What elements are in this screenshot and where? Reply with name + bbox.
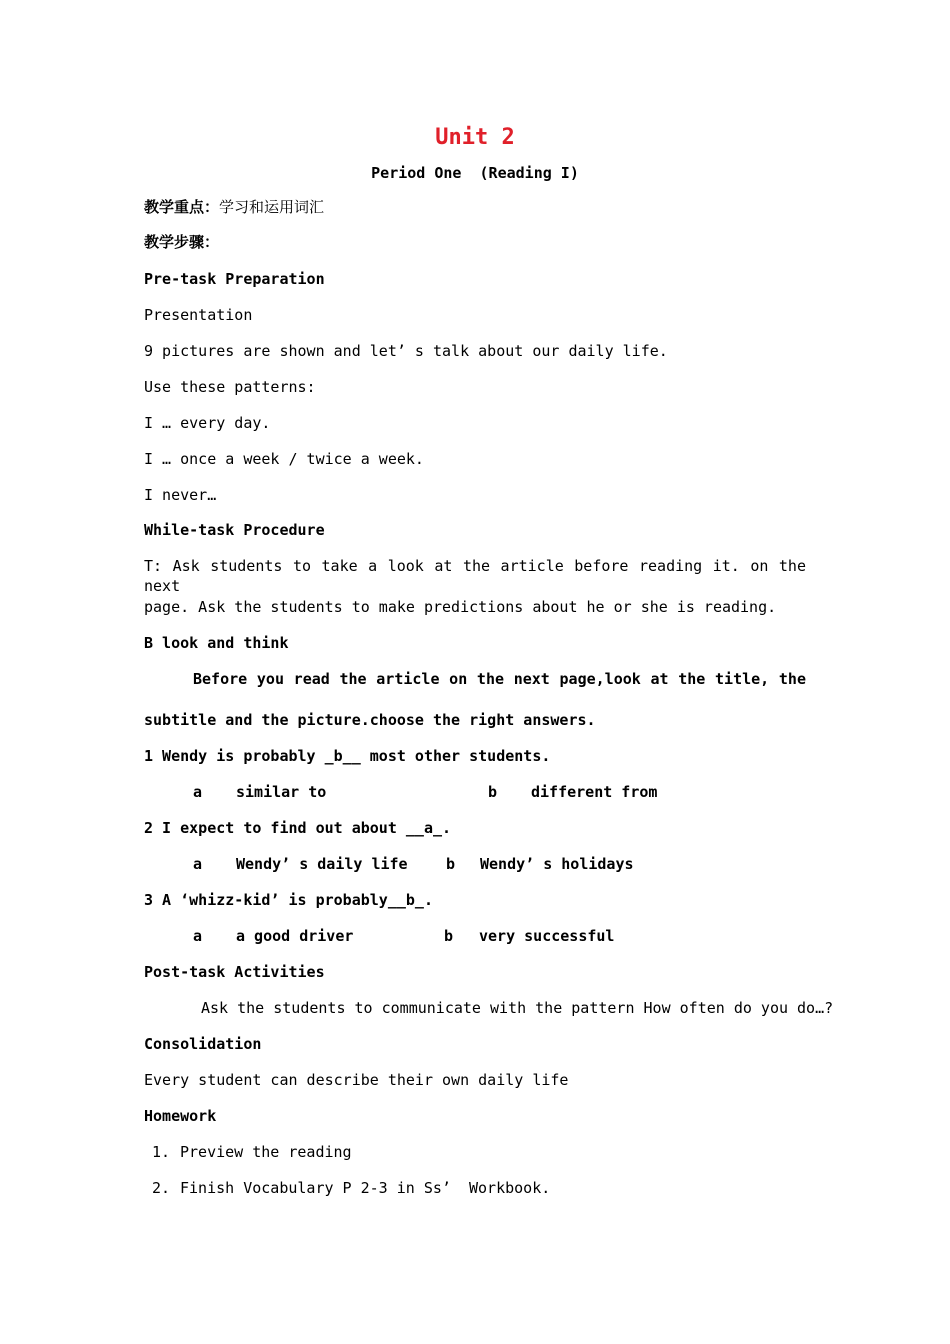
q1-option-b: different from	[531, 783, 658, 801]
page-title: Unit 2	[435, 125, 515, 150]
homework-item-2: Finish Vocabulary P 2-3 in Ss’ Workbook.	[180, 1179, 551, 1197]
presentation-label: Presentation	[144, 306, 253, 324]
q1-option-a: similar to	[236, 783, 327, 801]
q3-option-b-letter: b	[444, 927, 454, 945]
b-line-1: Before you read the article on the next page,look at the title, the	[193, 670, 806, 688]
while-task-heading: While-task Procedure	[144, 521, 325, 539]
q2-option-b-letter: b	[446, 855, 456, 873]
homework-item-1-number: 1.	[152, 1143, 171, 1161]
teaching-steps-label: 教学步骤：	[144, 233, 220, 251]
consolidation-heading: Consolidation	[144, 1035, 262, 1053]
q2-option-a: Wendy’ s daily life	[236, 855, 408, 873]
b-heading: B look and think	[144, 634, 289, 652]
q3-option-b: very successful	[479, 927, 615, 945]
pattern-2: I … once a week / twice a week.	[144, 450, 424, 468]
homework-heading: Homework	[144, 1107, 217, 1125]
paragraph-1: 9 pictures are shown and let’ s talk about our daily life.	[144, 342, 668, 360]
pre-task-heading: Pre-task Preparation	[144, 270, 325, 288]
pattern-1: I … every day.	[144, 414, 271, 432]
post-task-text: Ask the students to communicate with the pattern How often do you do…?	[201, 999, 834, 1017]
question-2: 2 I expect to find out about __a_.	[144, 819, 452, 837]
page-subtitle: Period One (Reading I)	[371, 164, 579, 182]
question-3: 3 A ‘whizz-kid’ is probably__b_.	[144, 891, 433, 909]
b-line-2: subtitle and the picture.choose the right answers.	[144, 711, 596, 729]
teaching-focus	[144, 197, 324, 217]
q3-option-a: a good driver	[236, 927, 354, 945]
q2-option-b: Wendy’ s holidays	[480, 855, 634, 873]
pattern-3: I never…	[144, 486, 217, 504]
focus-label: 教学重点：	[144, 198, 220, 216]
homework-item-2-number: 2.	[152, 1179, 171, 1197]
focus-text: 学习和运用词汇	[219, 198, 325, 216]
consolidation-text: Every student can describe their own daily life	[144, 1071, 569, 1089]
q1-option-a-letter: a	[193, 783, 203, 801]
post-task-heading: Post-task Activities	[144, 963, 325, 981]
question-1: 1 Wendy is probably _b__ most other students.	[144, 747, 551, 765]
q1-option-b-letter: b	[488, 783, 498, 801]
homework-item-1: Preview the reading	[180, 1143, 352, 1161]
q2-option-a-letter: a	[193, 855, 203, 873]
q3-option-a-letter: a	[193, 927, 203, 945]
paragraph-2: Use these patterns:	[144, 378, 316, 396]
teacher-line-1: T: Ask students to take a look at the article before reading it. on the next	[144, 557, 806, 595]
teacher-line-2: page. Ask the students to make predictions about he or she is reading.	[144, 598, 777, 616]
